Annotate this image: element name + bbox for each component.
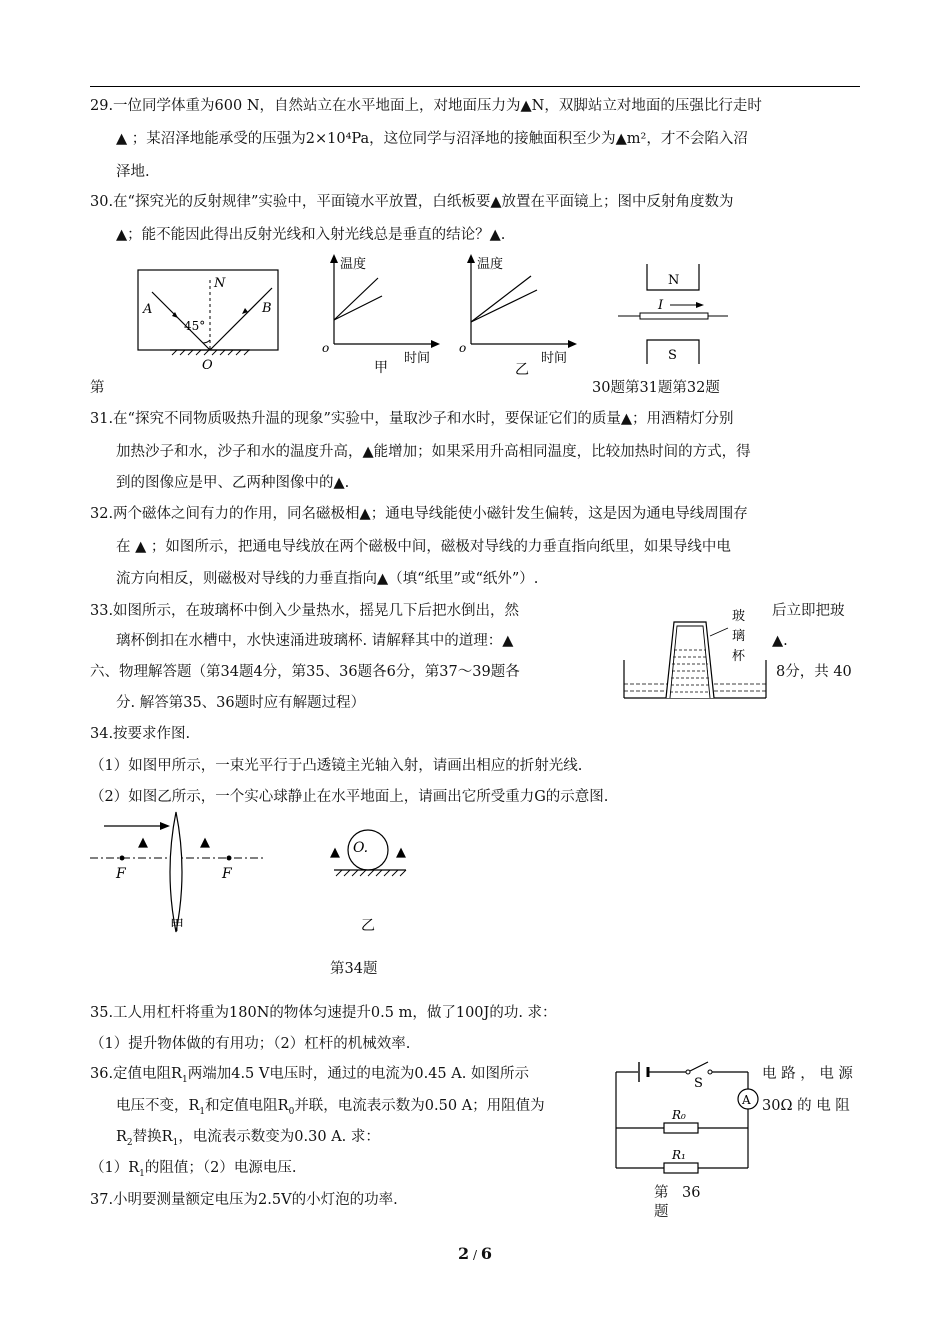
q34-title: 34.按要求作图.: [90, 726, 191, 742]
graph-yi-name: 乙: [515, 362, 529, 378]
q30-line2: ▲；能不能因此得出反射光线和入射光线总是垂直的结论？▲.: [116, 227, 506, 243]
label-b: B: [262, 301, 272, 316]
q31-line1: 31.在“探究不同物质吸热升温的现象”实验中，量取沙子和水时，要保证它们的质量▲；用酒精灯分别: [90, 411, 734, 427]
q36-line3-b: 替换R: [132, 1129, 173, 1145]
r1-label: R₁: [672, 1148, 686, 1162]
glass-cup-figure: [620, 598, 770, 704]
q36-line3-a: R: [116, 1129, 127, 1145]
q36-line3-sub2: 1: [172, 1137, 179, 1148]
magnet-figure: [612, 258, 732, 368]
ball-center-label: O.: [353, 840, 369, 856]
graph-yi-ylabel: 温度: [477, 257, 504, 272]
page-number: [0, 1244, 950, 1263]
graph-jia-name: 甲: [374, 360, 388, 376]
lens-tri-left: ▲: [138, 835, 148, 850]
graph-yi-xlabel: 时间: [541, 351, 568, 366]
q36-line1-right: 电 路 ， 电 源: [762, 1066, 853, 1082]
focus-left: F: [116, 866, 126, 882]
q36-line4-a: （1）R: [90, 1160, 140, 1176]
fig-jia-name: 甲: [170, 918, 184, 934]
q33-line1a: 33.如图所示，在玻璃杯中倒入少量热水，摇晃几下后把水倒出，然: [90, 603, 520, 619]
q36-caption-a: 第: [654, 1185, 669, 1201]
q36-line1: [90, 1064, 529, 1090]
q32-line1: 32.两个磁体之间有力的作用，同名磁极相▲；通电导线能使小磁针发生偏转，这是因为通电导线周围存: [90, 506, 748, 522]
reflection-figure: [130, 250, 290, 375]
graph-jia: [318, 250, 443, 380]
q32-line2: 在 ▲ ；如图所示，把通电导线放在两个磁极中间，磁极对导线的力垂直指向纸里，如果导线中电: [116, 539, 731, 555]
magnet-s: S: [668, 348, 677, 363]
fig-caption-right: 30题第31题第32题: [592, 380, 720, 396]
q35-line2: （1）提升物体做的有用功；（2）杠杆的机械效率.: [90, 1036, 411, 1052]
ball-tri-left: ▲: [330, 845, 340, 860]
fig-yi-name: 乙: [361, 918, 375, 934]
q33-line1b: 后立即把玻: [772, 603, 845, 619]
graph-jia-ylabel: 温度: [340, 257, 367, 272]
q36-line1-b: 两端加4.5 V电压时，通过的电流为0.45 A. 如图所示: [187, 1066, 529, 1082]
q36-line2-right: 30Ω 的 电 阻: [762, 1098, 850, 1114]
q36-line2-c: 并联，电流表示数为0.50 A；用阻值为: [294, 1098, 545, 1114]
label-o: O: [202, 358, 213, 373]
q36-line2: [116, 1096, 545, 1122]
ball-tri-right: ▲: [396, 845, 406, 860]
graph-jia-xlabel: 时间: [404, 351, 431, 366]
q30-line1: 30.在“探究光的反射规律”实验中，平面镜水平放置，白纸板要▲放置在平面镜上；图中反射角度数为: [90, 194, 734, 210]
r0-label: R₀: [672, 1108, 686, 1122]
graph-yi: [455, 250, 585, 380]
ball-figure: [326, 824, 416, 938]
q36-line4-sub: 1: [139, 1168, 145, 1179]
section6-line1a: 六、物理解答题（第34题4分，第35、36题各6分，第37～39题各: [90, 664, 520, 680]
label-n: N: [214, 276, 226, 291]
focus-right: F: [222, 866, 232, 882]
q31-line3: 到的图像应是甲、乙两种图像中的▲.: [116, 475, 350, 491]
lens-figure: [88, 808, 268, 938]
q29-line2: ▲ ；某沼泽地能承受的压强为2×10⁴Pa，这位同学与沼泽地的接触面积至少为▲m²，才不会陷入沼: [116, 131, 748, 147]
q29-line3: 泽地.: [116, 164, 150, 180]
q37-line1: 37.小明要测量额定电压为2.5V的小灯泡的功率.: [90, 1192, 398, 1208]
cup-label-1: 玻: [732, 609, 746, 624]
page-current: 2: [458, 1244, 470, 1263]
ammeter-label: A: [742, 1093, 751, 1107]
q34-part1: （1）如图甲所示，一束光平行于凸透镜主光轴入射，请画出相应的折射光线.: [90, 758, 583, 774]
q36-caption-b: 36: [682, 1185, 701, 1201]
lens-tri-right: ▲: [200, 835, 210, 850]
magnet-n: N: [668, 273, 680, 288]
q32-line3: 流方向相反，则磁极对导线的力垂直指向▲（填“纸里”或“纸外”）.: [116, 571, 539, 587]
q34-part2: （2）如图乙所示，一个实心球静止在水平地面上，请画出它所受重力G的示意图.: [90, 789, 609, 805]
page-sep: /: [469, 1248, 481, 1262]
q33-line2a: 璃杯倒扣在水槽中，水快速涌进玻璃杯. 请解释其中的道理：▲: [116, 633, 514, 649]
q36-line3: [116, 1127, 380, 1153]
q31-line2: 加热沙子和水，沙子和水的温度升高，▲能增加；如果采用升高相同温度，比较加热时间的方式，得: [116, 444, 751, 460]
q36-line2-sub1: 1: [199, 1106, 206, 1117]
angle-label: 45°: [184, 319, 206, 333]
q36-line4: [90, 1158, 296, 1184]
graph-yi-origin: o: [459, 341, 467, 355]
section6-line2: 分. 解答第35、36题时应有解题过程）: [116, 695, 366, 711]
header-rule: [90, 86, 860, 87]
q36-caption-c: 题: [654, 1204, 669, 1220]
fig-caption-left: 第: [90, 380, 105, 396]
section6-line1b: 8分，共 40: [776, 664, 852, 680]
q36-line2-b: 和定值电阻R: [205, 1098, 289, 1114]
label-a: A: [143, 302, 153, 317]
q29-line1: 29.一位同学体重为600 N，自然站立在水平地面上，对地面压力为▲N，双脚站立对地面的压强比行走时: [90, 98, 762, 114]
graph-jia-origin: o: [322, 341, 330, 355]
q36-line1-a: 36.定值电阻R: [90, 1066, 182, 1082]
q35-line1: 35.工人用杠杆将重为180N的物体匀速提升0.5 m，做了100J的功. 求：: [90, 1005, 557, 1021]
q33-line2b: ▲.: [772, 633, 788, 649]
q36-line3-c: ，电流表示数变为0.30 A. 求：: [178, 1129, 380, 1145]
cup-label-3: 杯: [732, 649, 746, 664]
q36-line1-sub: 1: [181, 1074, 188, 1085]
circuit-figure: [608, 1058, 758, 1176]
q36-line2-a: 电压不变，R: [116, 1098, 200, 1114]
page-total: 6: [480, 1244, 492, 1263]
current-i: I: [658, 298, 664, 313]
q36-line4-b: 的阻值；（2）电源电压.: [144, 1160, 297, 1176]
cup-label-2: 璃: [732, 629, 746, 644]
q34-caption: 第34题: [330, 961, 378, 977]
q36-line3-sub1: 2: [126, 1137, 133, 1148]
switch-label: S: [694, 1076, 703, 1091]
q36-line2-sub2: 0: [288, 1106, 295, 1117]
